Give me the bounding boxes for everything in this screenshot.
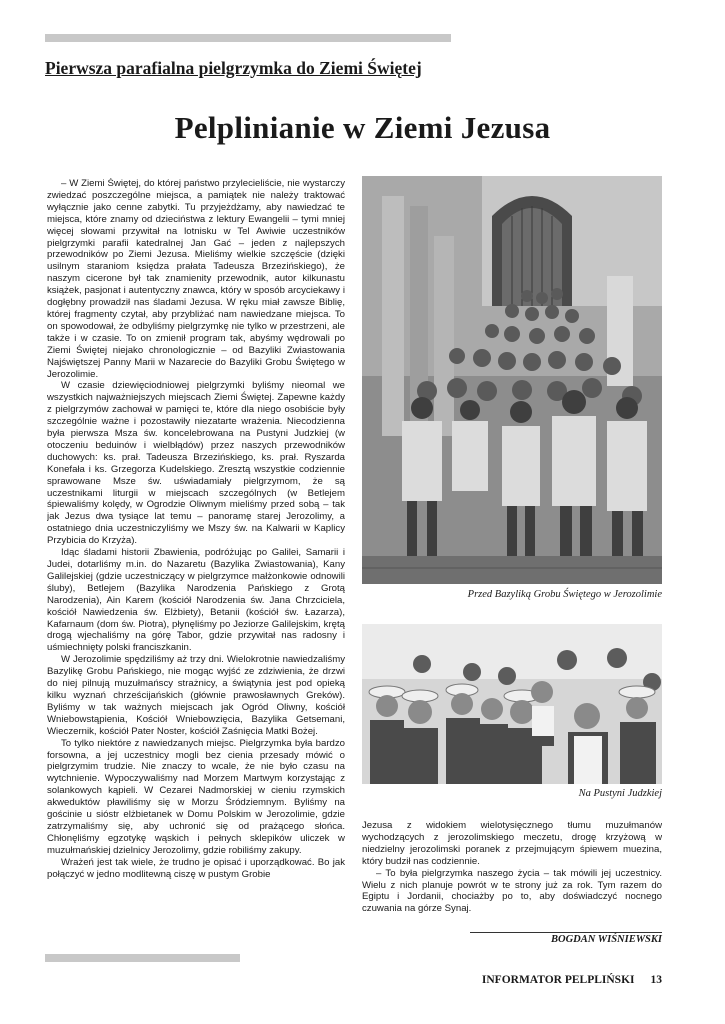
photo-caption: Na Pustyni Judzkiej (578, 788, 662, 799)
body-paragraph: W czasie dziewięciodniowej pielgrzymki byliśmy nieomal we wszystkich najważniejszych miejscach Ziemi Świętej. Zapewne każdy z pielgrzymów zachował w pamięci te, które dla niego osobiście były szczególnie ważne i pozostawiły niezatarte wrażenia. Niecodzienna była pierwsza Msza św. koncelebrowana na Pustyni Judzkiej (w otoczeniu beduinów i wielbłądów) przez naszych przewodników duchowych: ks. prał. Tadeusza Brzezińskiego, ks. prał. Ryszarda Konefała i ks. Grzegorza Kudelskiego. Zresztą wszystkie codziennie sprawowane Msze św. uświadamiały pielgrzymom, że są uczestnikami liturgii w miejscach szczególnych (w Betlejem śpiewaliśmy kolędy, w Ogrodzie Oliwnym mieliśmy przed sobą – tak jak Jezus dwa tysiące lat temu – panoramę starej Jerozolimy, a ostatniego dnia uczestniczyliśmy we Mszy św. na Kalwarii w Kaplicy Przybicia do Krzyża). (47, 380, 345, 547)
body-paragraph: Wrażeń jest tak wiele, że trudno je opisać i uporządkować. Bo jak połączyć w jedno modlitewną ciszę w pustym Grobie (47, 856, 345, 880)
author-signature: BOGDAN WIŚNIEWSKI (470, 932, 662, 945)
photo-desert-group-image (362, 624, 662, 784)
body-paragraph: W Jerozolimie spędziliśmy aż trzy dni. Wielokrotnie nawiedzaliśmy Bazylikę Grobu Pańskiego, nie mogąc wyjść ze zdziwienia, że drzwi do niej pilnują muzułmańscy strażnicy, a świątynia jest pod opieką kilku wyznań chrześcijańskich (głównie prawosławnych Greków). Byliśmy w tak ważnych miejscach jak Ogród Oliwny, kościół Wniebowstąpienia, Kościół Wniebowzięcia, Bazylika Getsemani, Wieczernik, kościół Pater Noster, kościół Zaśnięcia Matki Bożej. (47, 654, 345, 737)
body-paragraph: To tylko niektóre z nawiedzanych miejsc. Pielgrzymka była bardzo forsowna, a jej uczestnicy mogli bez cienia przesady mówić o pielgrzymim trudzie. Nie znaczy to wcale, że nie było czasu na wytchnienie. Wypoczywaliśmy nad Morzem Martwym korzystając z solankowych kąpieli. W Cezarei Nadmorskiej w cieniu rzymskich akweduktów pławiliśmy się w Morzu Śródziemnym. Byliśmy na gościnie u sióstr elżbietanek w Domu Polskim w Jerozolimie, gdzie zatrzymaliśmy się, aby uchronić się od prażącego słońca. Chłonęliśmy egzotykę wąskich i pełnych sklepików uliczek w muzułmańskiej dzielnicy Jerozolimy, gdzie robiliśmy zakupy. (47, 737, 345, 856)
body-paragraph: – W Ziemi Świętej, do której państwo przylecieliście, nie wystarczy zwiedzać poszczególne miejsca, a pamiątek nie należy traktować wyłącznie jako cenne zabytki. Tu przyjeżdżamy, aby nawiedzać te miejsca, które znamy od dzieciństwa z lektury Ewangelii – tymi mniej więcej słowami przywitał na lotnisku w Tel Awiwie uczestników pielgrzymki parafii katedralnej Jan Gać – jeden z najlepszych przewodników po Ziemi Jezusa. Mieliśmy wielkie szczęście (dzięki usilnym staraniom księdza prałata Tadeusza Brzezińskiego), że naszym cicerone był tak znamienity przewodnik, autor kilkunastu książek, pasjonat i autentyczny znawca, który w sposób arcyciekawy i dogłębny prowadził nas śladami Jezusa. W ręku miał zawsze Biblię, której fragmenty czytał, aby przybliżać nam nawiedzane miejsca. To on spowodował, że odbyliśmy pielgrzymkę nie tylko w przestrzeni, ale także i w czasie. To on zmienił program tak, abyśmy wędrowali po Ziemi Świętej niejako chronologicznie – od Bazyliki Zwiastowania Najświętszej Panny Marii w Nazarecie do Bazyliki Grobu Świętego w Jerozolimie. (47, 178, 345, 380)
page-footer (470, 974, 662, 986)
top-rule (45, 34, 451, 42)
body-paragraph: Idąc śladami historii Zbawienia, podróżując po Galilei, Samarii i Judei, dotarliśmy m.in. do Nazaretu (Bazylika Zwiastowania), Kany Galilejskiej (gdzie uczestniczący w pielgrzymce małżonkowie odnowili śluby), Betlejem (Bazylika Narodzenia Pańskiego z Grotą Narodzenia), Ain Karem (kościół Narodzenia św. Jana Chrzciciela, kościół Nawiedzenia św. Elżbiety), Betanii (kościół św. Łazarza), Kafarnaum (dom św. Piotra), płynęliśmy po Jeziorze Galilejskim, krętą drogą wjechaliśmy na górę Tabor, gdzie przywitał nas radosny i uśmiechnięty polski franciszkanin. (47, 547, 345, 654)
photo-caption: Przed Bazyliką Grobu Świętego w Jerozolimie (467, 589, 662, 600)
photo-basilica-group (362, 176, 662, 584)
photo-basilica-group-image (362, 176, 662, 584)
publication-name: INFORMATOR PELPLIŃSKI (481, 974, 635, 986)
article-kicker: Pierwsza parafialna pielgrzymka do Ziemi Świętej (45, 58, 422, 78)
bottom-rule (45, 954, 240, 962)
article-body-right-column (362, 820, 662, 920)
body-paragraph: – To była pielgrzymka naszego życia – tak mówili jej uczestnicy. Wielu z nich planuje powrót w te strony już za rok. Tym razem do Egiptu i Jordanii, chociażby po to, aby doświadczyć nocnego czuwania na górze Synaj. (362, 867, 662, 915)
body-paragraph: Jezusa z widokiem wielotysięcznego tłumu muzułmanów wychodzących z jerozolimskiego meczetu, drogę krzyżową w niedzielny jerozolimski poranek z przejmującym śpiewem muezina, który budził nas codziennie. (362, 820, 662, 867)
article-body-left-column (47, 178, 345, 946)
page-number: 13 (650, 974, 662, 986)
article-headline: Pelplinianie w Ziemi Jezusa (174, 110, 551, 145)
photo-desert-group (362, 624, 662, 784)
